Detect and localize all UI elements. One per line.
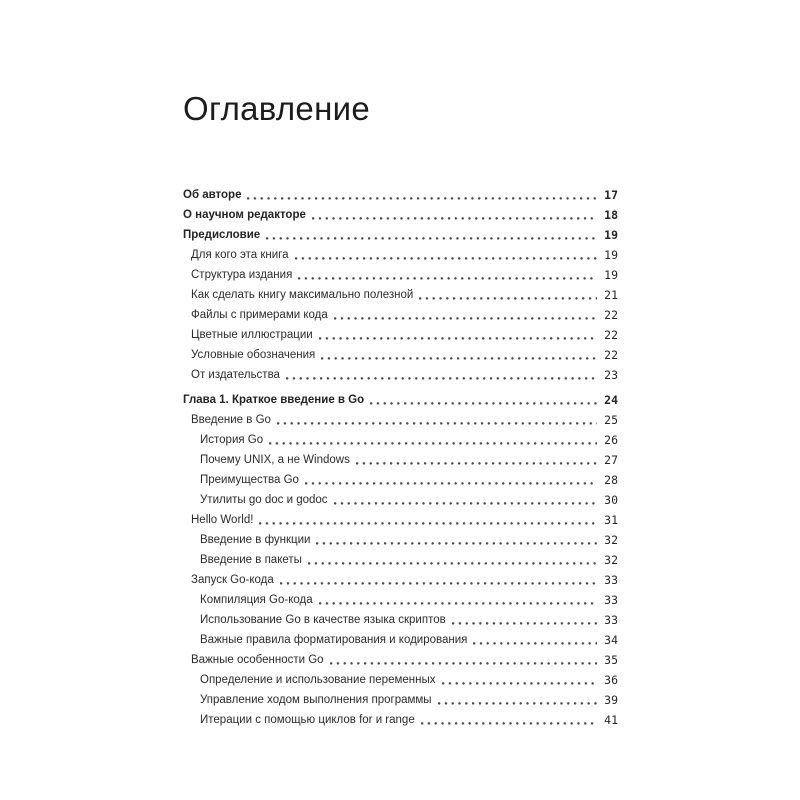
entry-page-number: 34 <box>604 632 618 647</box>
dotted-leader <box>280 582 597 585</box>
entry-label: Утилиты go doc и godoc <box>200 493 328 506</box>
entry-page-number: 31 <box>604 512 618 527</box>
toc-entry <box>183 609 618 629</box>
dotted-leader <box>438 702 597 705</box>
entry-page-number: 28 <box>604 472 618 487</box>
dotted-leader <box>269 442 597 445</box>
entry-label: Запуск Go-кода <box>191 573 274 586</box>
entry-page-number: 27 <box>604 452 618 467</box>
dotted-leader <box>334 502 597 505</box>
dotted-leader <box>298 277 597 280</box>
dotted-leader <box>334 317 597 320</box>
toc-entry <box>183 569 618 589</box>
entry-page-number: 33 <box>604 612 618 627</box>
dotted-leader <box>259 522 597 525</box>
entry-page-number: 19 <box>604 227 618 242</box>
entry-page-number: 24 <box>604 392 618 407</box>
entry-label: Итерации с помощью циклов for и range <box>200 713 415 726</box>
entry-label: От издательства <box>191 368 280 381</box>
entry-label: Введение в Go <box>191 413 271 426</box>
toc-entry <box>183 489 618 509</box>
entry-page-number: 33 <box>604 572 618 587</box>
entry-label: Цветные иллюстрации <box>191 328 313 341</box>
entry-label: Управление ходом выполнения программы <box>200 693 432 706</box>
toc-entry <box>183 429 618 449</box>
toc-entry <box>183 689 618 709</box>
toc-entry <box>183 629 618 649</box>
entry-label: Введение в функции <box>200 533 311 546</box>
entry-label: Hello World! <box>191 513 254 526</box>
toc-entry <box>183 264 618 284</box>
entry-page-number: 22 <box>604 327 618 342</box>
entry-label: Предисловие <box>183 228 261 241</box>
dotted-leader <box>308 562 597 565</box>
toc-entry <box>183 669 618 689</box>
entry-page-number: 41 <box>604 712 618 727</box>
entry-label: Как сделать книгу максимально полезной <box>191 288 414 301</box>
entry-label: Почему UNIX, а не Windows <box>200 453 350 466</box>
dotted-leader <box>321 357 597 360</box>
entry-page-number: 35 <box>604 652 618 667</box>
dotted-leader <box>319 337 597 340</box>
entry-page-number: 39 <box>604 692 618 707</box>
entry-label: Об авторе <box>183 188 242 201</box>
entry-label: Использование Go в качестве языка скриптов <box>200 613 446 626</box>
dotted-leader <box>277 422 597 425</box>
entry-label: Глава 1. Краткое введение в Go <box>183 393 365 406</box>
toc-entry <box>183 284 618 304</box>
toc-entry <box>183 449 618 469</box>
toc-entry <box>183 304 618 324</box>
toc-entry <box>183 709 618 729</box>
dotted-leader <box>286 377 597 380</box>
dotted-leader <box>473 642 597 645</box>
page-title: Оглавление <box>183 90 370 127</box>
toc-entry <box>183 529 618 549</box>
entry-page-number: 26 <box>604 432 618 447</box>
entry-page-number: 36 <box>604 672 618 687</box>
dotted-leader <box>247 197 597 200</box>
dotted-leader <box>312 217 597 220</box>
entry-page-number: 33 <box>604 592 618 607</box>
dotted-leader <box>305 482 597 485</box>
entry-page-number: 18 <box>604 207 618 222</box>
entry-label: Файлы с примерами кода <box>191 308 328 321</box>
dotted-leader <box>266 237 597 240</box>
dotted-leader <box>452 622 597 625</box>
entry-label: Введение в пакеты <box>200 553 302 566</box>
entry-page-number: 32 <box>604 532 618 547</box>
dotted-leader <box>442 682 598 685</box>
toc-entry <box>183 389 618 409</box>
toc-entry <box>183 364 618 384</box>
entry-label: Важные особенности Go <box>191 653 324 666</box>
entry-page-number: 22 <box>604 347 618 362</box>
toc-entry <box>183 244 618 264</box>
entry-page-number: 22 <box>604 307 618 322</box>
toc-entry <box>183 409 618 429</box>
entry-label: Для кого эта книга <box>191 248 289 261</box>
entry-page-number: 17 <box>604 187 618 202</box>
entry-page-number: 25 <box>604 412 618 427</box>
entry-page-number: 23 <box>604 367 618 382</box>
entry-page-number: 21 <box>604 287 618 302</box>
entry-label: Условные обозначения <box>191 348 316 361</box>
dotted-leader <box>356 462 597 465</box>
dotted-leader <box>316 542 597 545</box>
dotted-leader <box>421 722 597 725</box>
toc-entry <box>183 204 618 224</box>
toc-entry <box>183 324 618 344</box>
dotted-leader <box>370 402 597 405</box>
toc-entry <box>183 589 618 609</box>
entry-page-number: 30 <box>604 492 618 507</box>
entry-label: Определение и использование переменных <box>200 673 436 686</box>
toc-entry <box>183 509 618 529</box>
toc-entry <box>183 224 618 244</box>
entry-label: О научном редакторе <box>183 208 306 221</box>
dotted-leader <box>330 662 597 665</box>
entry-label: Важные правила форматирования и кодирования <box>200 633 468 646</box>
entry-page-number: 32 <box>604 552 618 567</box>
toc-entry <box>183 469 618 489</box>
dotted-leader <box>419 297 597 300</box>
toc-entry <box>183 184 618 204</box>
toc-entry <box>183 344 618 364</box>
dotted-leader <box>295 257 598 260</box>
toc-entry <box>183 649 618 669</box>
entry-page-number: 19 <box>604 247 618 262</box>
entry-page-number: 19 <box>604 267 618 282</box>
toc-entry-list <box>183 184 618 729</box>
entry-label: Преимущества Go <box>200 473 299 486</box>
entry-label: Компиляция Go-кода <box>200 593 313 606</box>
toc-entry <box>183 549 618 569</box>
entry-label: История Go <box>200 433 264 446</box>
entry-label: Структура издания <box>191 268 293 281</box>
dotted-leader <box>319 602 597 605</box>
